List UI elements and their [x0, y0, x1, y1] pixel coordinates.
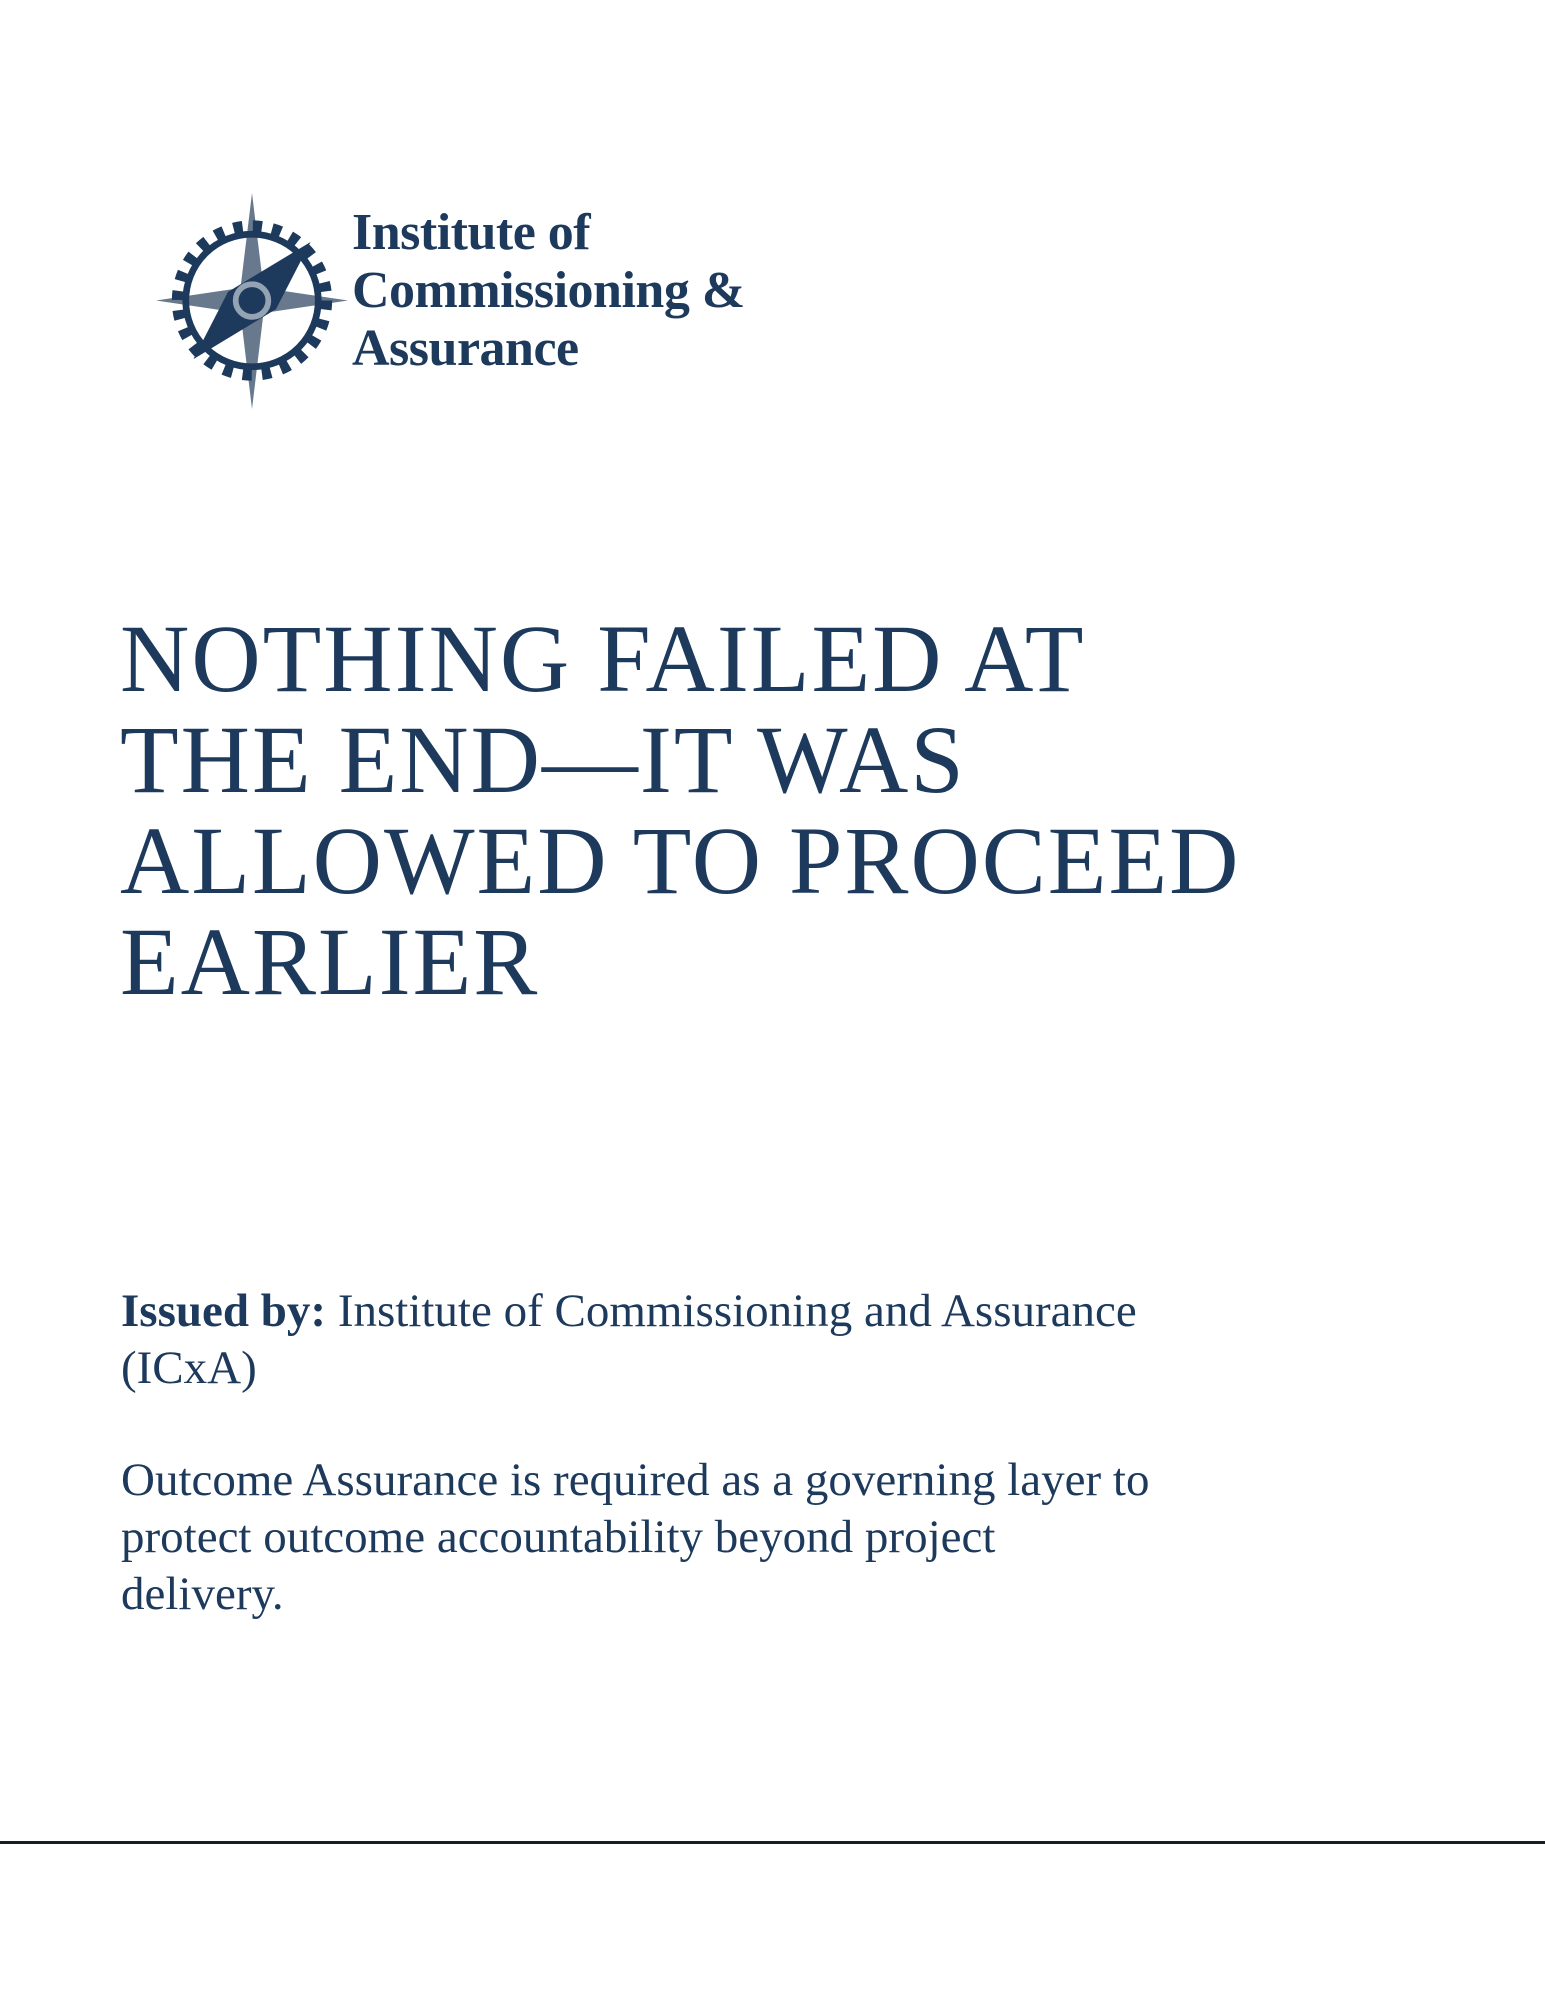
page-title-line: NOTHING FAILED AT — [120, 605, 1086, 712]
issued-by-abbreviation: (ICxA) — [121, 1342, 257, 1394]
summary-paragraph-line: delivery. — [121, 1568, 284, 1620]
org-wordmark-line: Commissioning & — [352, 262, 745, 319]
page-title-line: EARLIER — [120, 908, 540, 1015]
page-title — [120, 605, 1241, 1015]
page-title-line: THE END—IT WAS — [120, 706, 966, 813]
issued-by-label: Issued by: — [121, 1285, 327, 1337]
org-wordmark-line: Institute of — [352, 204, 591, 261]
summary-paragraph — [121, 1452, 1421, 1623]
footer-divider — [0, 1841, 1545, 1844]
org-wordmark — [352, 204, 745, 378]
compass-gear-icon — [156, 193, 348, 409]
page-title-line: ALLOWED TO PROCEED — [120, 807, 1241, 914]
org-wordmark-line: Assurance — [352, 320, 579, 377]
issued-by-value: Institute of Commissioning and Assurance — [326, 1285, 1137, 1337]
summary-paragraph-line: protect outcome accountability beyond project — [121, 1511, 996, 1563]
summary-paragraph-line: Outcome Assurance is required as a governing layer to — [121, 1454, 1150, 1506]
issued-by-block — [121, 1283, 1381, 1397]
